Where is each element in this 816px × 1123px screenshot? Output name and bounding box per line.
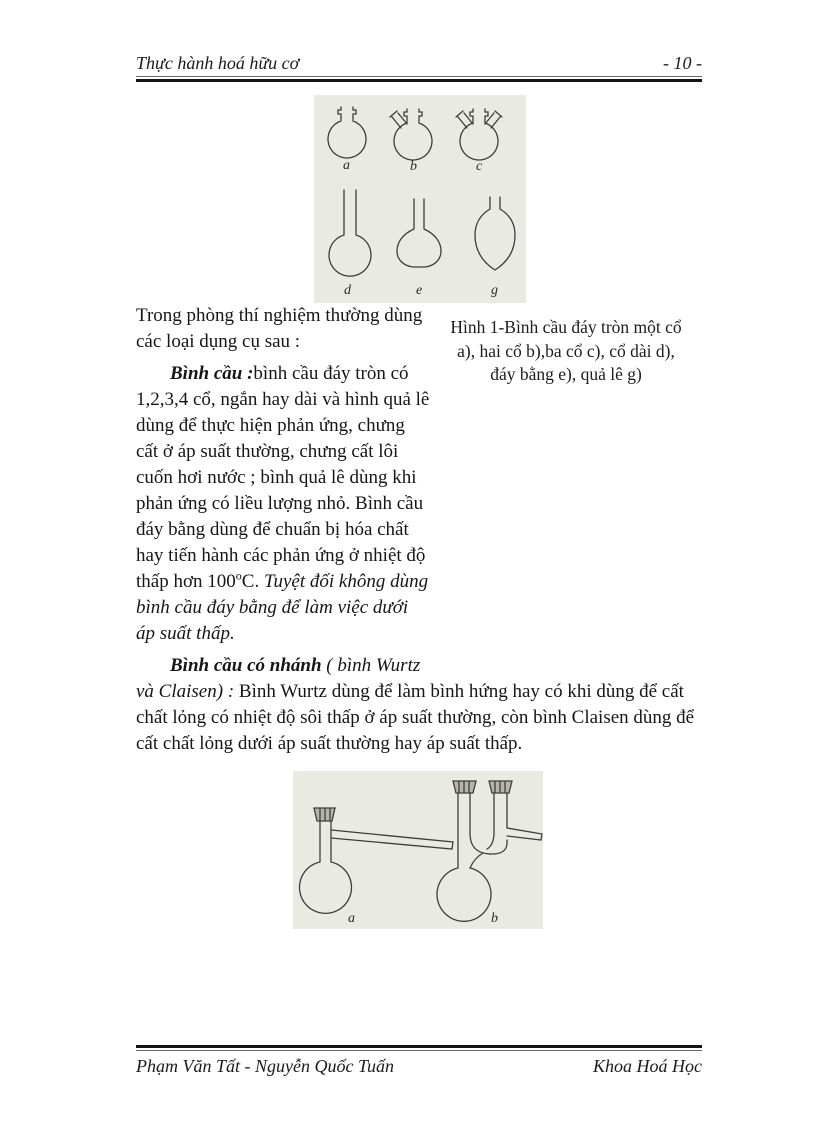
figure2-wurtz-claisen-flasks: [293, 771, 543, 929]
flasks-line-art: [314, 95, 526, 303]
wurtz-claisen-line-art: [293, 771, 543, 929]
footer-authors: Phạm Văn Tất - Nguyễn Quốc Tuấn: [136, 1056, 394, 1076]
p1-warning-note: Tuyệt đối không dùng bình cầu đáy bằng để làm việc dưới áp suất thấp.: [136, 571, 429, 644]
page-number: - 10 -: [663, 53, 702, 73]
figure1-caption: [430, 303, 702, 675]
flask-two-neck: [394, 109, 432, 160]
page-content: [136, 88, 702, 929]
footer-rule: [136, 1045, 702, 1051]
figure2-b-label: b: [491, 911, 498, 926]
flask-long-neck: [329, 190, 371, 276]
flask-c-label: c: [476, 159, 483, 174]
flask-flat-bottom: [397, 199, 441, 267]
flask-three-neck: [460, 109, 498, 160]
page-footer: [136, 1045, 702, 1077]
flask-b-label: b: [410, 159, 417, 174]
claisen-flask: [437, 793, 491, 921]
intro-text: Trong phòng thí nghiệm thường dùng các loại dụng cụ sau :: [136, 305, 423, 352]
flask-d-label: d: [344, 283, 351, 298]
p2-parenthetical: ( bình Wurtz và Claisen) :: [136, 655, 421, 702]
degree-superscript: o: [235, 568, 242, 583]
flask-g-label: g: [491, 283, 498, 298]
claisen-side-arm: [507, 828, 542, 840]
figure2-a-label: a: [348, 911, 355, 926]
figure1-round-bottom-flasks: [314, 95, 526, 303]
caption-line: a), hai cổ b),ba cổ c), cổ dài d),: [457, 340, 675, 361]
header-rule: [136, 76, 702, 82]
p1-text-end: C.: [241, 571, 264, 592]
caption-line: Hình 1-Bình cầu đáy tròn một cổ: [450, 317, 682, 337]
term-binh-cau-co-nhanh: Bình cầu có nhánh: [170, 655, 322, 676]
body-text: [136, 303, 702, 757]
p2-text: Bình Wurtz dùng để làm bình hứng hay có khi dùng để cất chất lỏng có nhiệt độ sôi thấp ở áp suất thường, còn bình Claisen dùng để cất chất lỏng dưới áp suất thường hay áp suất thấp.: [136, 681, 695, 754]
flask-e-label: e: [416, 283, 423, 298]
wurtz-side-arm: [331, 830, 453, 849]
caption-line: đáy bằng e), quả lê g): [490, 364, 642, 384]
term-binh-cau: Bình cầu :: [170, 363, 254, 384]
header-title: Thực hành hoá hữu cơ: [136, 53, 300, 73]
flask-pear: [475, 197, 515, 270]
footer-department: Khoa Hoá Học: [593, 1056, 702, 1076]
flask-a-label: a: [343, 158, 350, 173]
p1-text: bình cầu đáy tròn có 1,2,3,4 cổ, ngắn hay dài và hình quả lê dùng để thực hiện phản ứng, chưng cất ở áp suất thường, chưng cất lôi cuốn hơi nước ; bình quả lê dùng khi phản ứng có liều lượng nhỏ. Bình cầu đáy bằng dùng để chuẩn bị hóa chất hay tiến hành các phản ứng ở nhiệt độ thấp hơn 100: [136, 363, 430, 592]
flask-one-neck: [328, 107, 366, 158]
page-header: [136, 52, 702, 82]
wurtz-flask: [300, 821, 352, 913]
